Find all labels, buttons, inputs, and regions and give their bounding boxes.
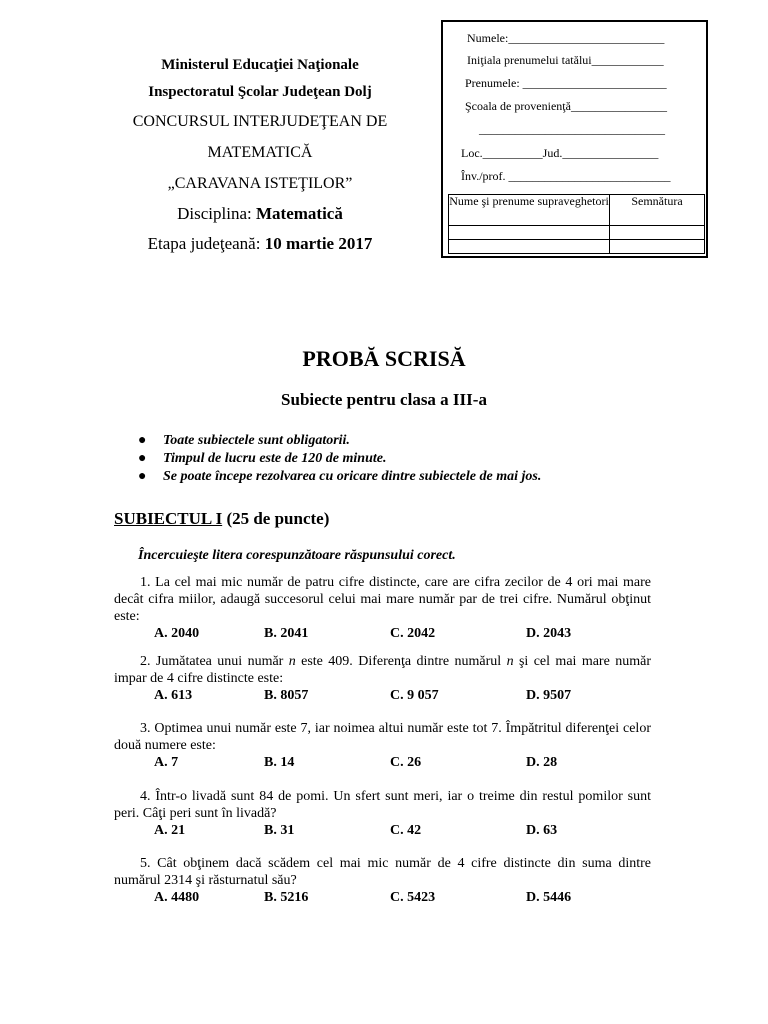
question-1 xyxy=(114,574,651,643)
loc-jud-field[interactable]: Loc.__________Jud.________________ xyxy=(461,146,659,160)
option-b[interactable]: B. 14 xyxy=(264,755,295,770)
list-item: ● Timpul de lucru este de 120 de minute. xyxy=(138,451,387,466)
rules-list xyxy=(138,432,541,486)
option-a[interactable]: A. 613 xyxy=(154,688,193,703)
table-cell[interactable] xyxy=(610,240,705,254)
bullet-icon: ● xyxy=(138,451,147,466)
instruction: Încercuieşte litera corespunzătoare răspunsului corect. xyxy=(138,548,456,563)
discipline: Disciplina: Matematică xyxy=(177,204,343,223)
table-cell[interactable] xyxy=(449,226,610,240)
question-2 xyxy=(114,653,651,705)
answer-options xyxy=(114,889,651,907)
option-c[interactable]: C. 26 xyxy=(390,755,422,770)
header-block xyxy=(100,52,420,259)
inspectorate-name: Inspectoratul Şcolar Judeţean Dolj xyxy=(148,84,372,100)
option-a[interactable]: A. 2040 xyxy=(154,626,200,641)
scoala-field[interactable]: Şcoala de provenienţă________________ xyxy=(465,99,667,113)
contest-name: „CARAVANA ISTEŢILOR” xyxy=(167,175,353,192)
option-d[interactable]: D. 63 xyxy=(526,823,558,838)
student-info-form xyxy=(441,20,708,258)
question-text: 5. Cât obţinem dacă scădem cel mai mic număr de 4 cifre distincte din suma dintre numărul 2314 şi răsturnatul său? xyxy=(114,856,651,888)
option-d[interactable]: D. 28 xyxy=(526,755,558,770)
question-text: 2. Jumătatea unui număr n este 409. Diferenţa dintre numărul n şi cel mai mare număr impar de 4 cifre distincte este: xyxy=(114,654,651,686)
option-b[interactable]: B. 8057 xyxy=(264,688,309,703)
question-5 xyxy=(114,855,651,907)
option-b[interactable]: B. 31 xyxy=(264,823,295,838)
page-subtitle: Subiecte pentru clasa a III-a xyxy=(281,390,487,409)
stage: Etapa judeţeană: 10 martie 2017 xyxy=(147,234,373,253)
inv-prof-field[interactable]: Înv./prof. ___________________________ xyxy=(461,169,671,183)
prenumele-field[interactable]: Prenumele: ________________________ xyxy=(465,76,667,90)
bullet-icon: ● xyxy=(138,469,147,484)
question-text: 1. La cel mai mic număr de patru cifre distincte, care are cifra zecilor de 4 ori mai mare decât cifra miilor, adaugă succesorul celui mai mare număr par de trei cifre. Numărul obţinut este: xyxy=(114,575,651,624)
signature-header: Semnătura xyxy=(610,195,705,226)
option-b[interactable]: B. 5216 xyxy=(264,890,309,905)
list-item: ● Toate subiectele sunt obligatorii. xyxy=(138,433,350,448)
option-c[interactable]: C. 2042 xyxy=(390,626,436,641)
ministry-name: Ministerul Educaţiei Naţionale xyxy=(161,57,359,73)
scoala-extra-line[interactable]: _______________________________ xyxy=(479,122,665,136)
contest-line-1: CONCURSUL INTERJUDEŢEAN DE xyxy=(132,113,388,130)
numele-field[interactable]: Numele:__________________________ xyxy=(467,31,665,45)
option-a[interactable]: A. 7 xyxy=(154,755,179,770)
option-d[interactable]: D. 9507 xyxy=(526,688,572,703)
table-cell[interactable] xyxy=(610,226,705,240)
answer-options xyxy=(114,625,651,643)
answer-options xyxy=(114,822,651,840)
option-a[interactable]: A. 4480 xyxy=(154,890,200,905)
question-text: 3. Optimea unui număr este 7, iar noimea altui număr este tot 7. Împătritul diferenţei celor două numere este: xyxy=(114,721,651,753)
supervisors-table xyxy=(448,194,705,254)
initiala-field[interactable]: Iniţiala prenumelui tatălui____________ xyxy=(467,53,664,67)
answer-options xyxy=(114,754,651,772)
option-d[interactable]: D. 2043 xyxy=(526,626,572,641)
page-title: PROBĂ SCRISĂ xyxy=(302,346,466,371)
option-d[interactable]: D. 5446 xyxy=(526,890,572,905)
contest-line-2: MATEMATICĂ xyxy=(207,144,313,161)
option-c[interactable]: C. 42 xyxy=(390,823,422,838)
subject-heading: SUBIECTUL I (25 de puncte) xyxy=(114,509,330,528)
question-4 xyxy=(114,788,651,840)
option-c[interactable]: C. 5423 xyxy=(390,890,436,905)
option-b[interactable]: B. 2041 xyxy=(264,626,309,641)
option-a[interactable]: A. 21 xyxy=(154,823,186,838)
list-item: ● Se poate începe rezolvarea cu oricare dintre subiectele de mai jos. xyxy=(138,469,542,484)
question-3 xyxy=(114,720,651,772)
question-text: 4. Într-o livadă sunt 84 de pomi. Un sfert sunt meri, iar o treime din restul pomilor sunt peri. Câţi peri sunt în livadă? xyxy=(114,789,651,821)
supervisors-name-header: Nume şi prenume supraveghetori xyxy=(449,195,610,226)
table-cell[interactable] xyxy=(449,240,610,254)
bullet-icon: ● xyxy=(138,433,147,448)
answer-options xyxy=(114,687,651,705)
option-c[interactable]: C. 9 057 xyxy=(390,688,439,703)
